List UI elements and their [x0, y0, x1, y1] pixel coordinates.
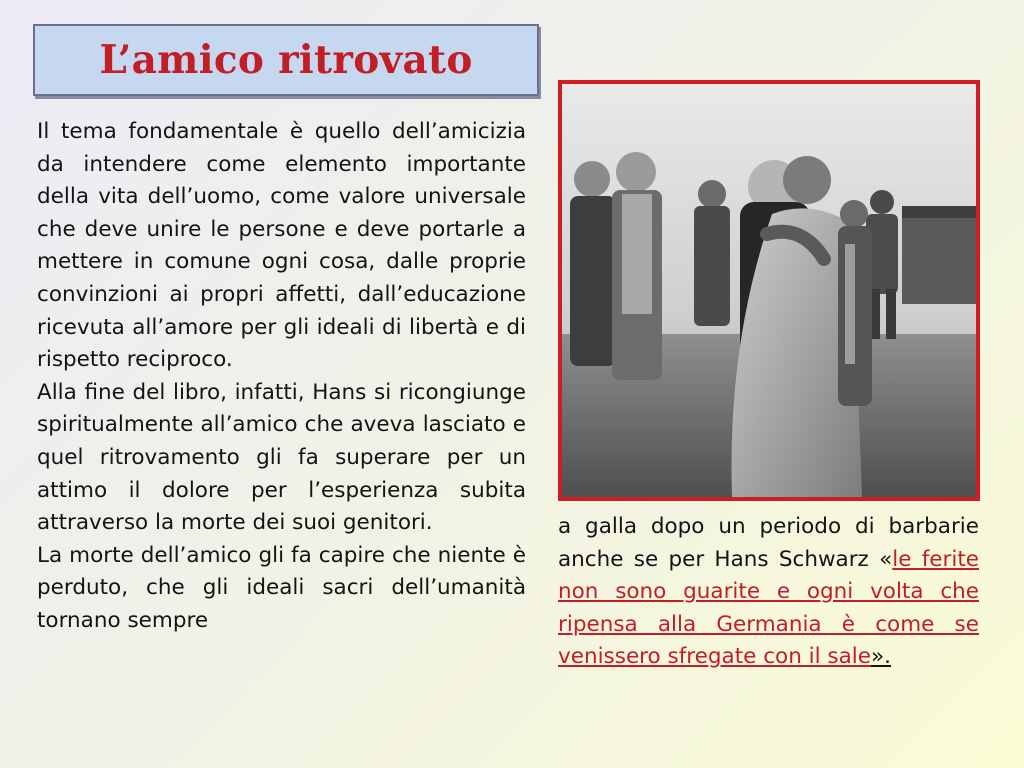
paragraph-death: La morte dell’amico gli fa capire che niente è perduto, che gli ideali sacri dell’umanità tornano sempre	[37, 542, 526, 633]
photo-embrace-icon	[562, 84, 976, 497]
paragraph-ending: Alla fine del libro, infatti, Hans si ricongiunge spiritualmente all’amico che aveva lasciato e quel ritrovamento gli fa superare per un attimo il dolore per l’esperienza subita attraverso la morte dei suoi genitori.	[37, 379, 526, 536]
slide-title: L’amico ritrovato	[99, 37, 473, 83]
title-box	[33, 24, 539, 96]
lead-text: a galla dopo un periodo di barbarie anche se per Hans Schwarz «	[558, 514, 979, 572]
right-text-column	[558, 511, 979, 674]
quote-link[interactable]: le ferite non sono guarite e ogni volta che ripensa alla Germania è come se venissero sfregate con il sale	[558, 546, 979, 670]
photo-frame	[558, 80, 980, 501]
left-text-column	[37, 116, 526, 638]
quote-closing: ».	[871, 644, 892, 670]
paragraph-theme: Il tema fondamentale è quello dell’amicizia da intendere come elemento importante della vita dell’uomo, come valore universale che deve unire le persone e deve portarle a mettere in comune ogni cosa, dalle proprie convinzioni ai propri affetti, dall’educazione ricevuta all’amore per gli ideali di libertà e di rispetto reciproco.	[37, 119, 526, 373]
paragraph-continuation	[558, 511, 979, 674]
